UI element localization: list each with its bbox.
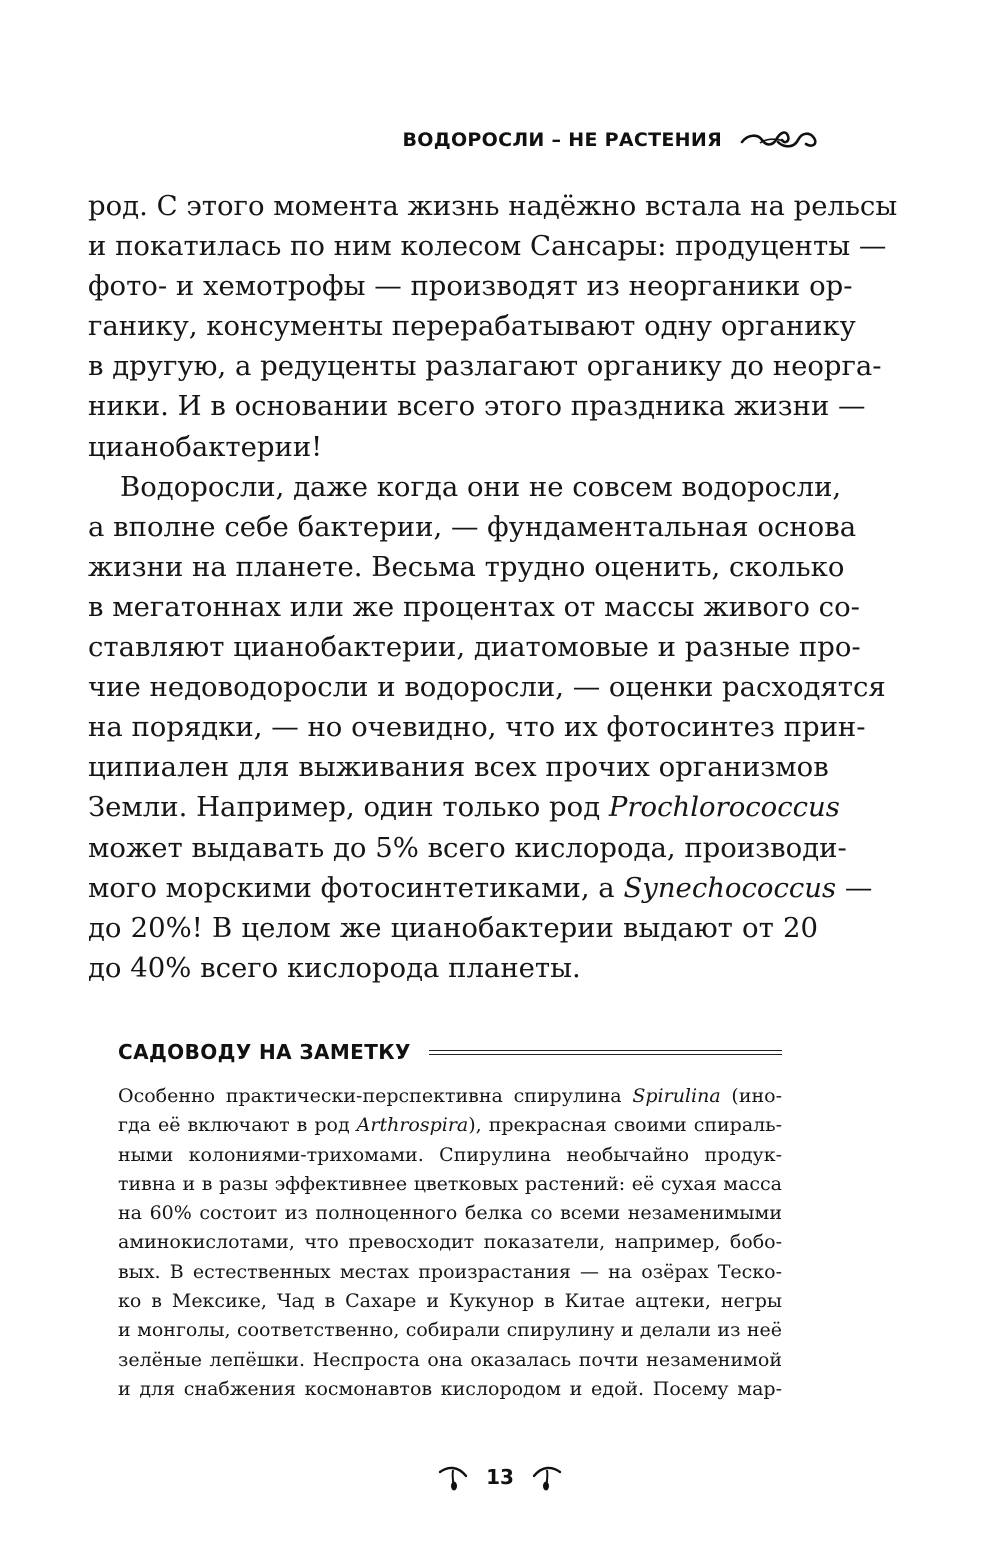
text-line: ко в Мексике, Чад в Сахаре и Кукунор в Китае ацтеки, негры (118, 1290, 782, 1313)
text-line: ными колониями-трихомами. Спирулина необычайно продук- (118, 1143, 782, 1166)
sidebar-heading (118, 1040, 782, 1064)
sprig-right-icon (528, 1462, 564, 1492)
text-line: и монголы, соответственно, собирали спирулину и делали из неё (118, 1319, 782, 1342)
text-line: ганику, консументы перерабатывают одну органику (88, 310, 856, 343)
text-line: тивна и в разы эффективнее цветковых растений: её сухая масса (118, 1172, 782, 1195)
text-line: зелёные лепёшки. Неспроста она оказалась почти незаменимой (118, 1348, 782, 1371)
text-line: в другую, а редуценты разлагают органику до неорга- (88, 350, 882, 383)
text-line: вых. В естественных местах произрастания — на озёрах Теско- (118, 1260, 782, 1283)
page-number: 13 (486, 1465, 514, 1489)
text-line: род. С этого момента жизнь надёжно встала на рельсы (88, 190, 898, 222)
running-header (403, 128, 820, 152)
running-header-title: ВОДОРОСЛИ – НЕ РАСТЕНИЯ (402, 129, 722, 151)
text-line: чие недоводоросли и водоросли, — оценки расходятся (88, 671, 886, 704)
text-line: аминокислотами, что превосходит показатели, например, бобо- (118, 1231, 782, 1254)
text-line: на порядки, — но очевидно, что их фотосинтез прин- (88, 711, 866, 744)
sidebar-title: САДОВОДУ НА ЗАМЕТКУ (118, 1040, 411, 1064)
text-line (88, 868, 873, 908)
text-line: цианобактерии! (88, 430, 323, 463)
text-line: может выдавать до 5% всего кислорода, производи- (88, 831, 847, 864)
text-line: ники. И в основании всего этого праздника жизни — (88, 390, 866, 423)
text-line: в мегатоннах или же процентах от массы живого со- (88, 590, 860, 623)
text-line (88, 787, 840, 827)
sidebar-note (118, 1082, 782, 1404)
text-line (118, 1082, 782, 1111)
genus-name: Arthrospira (356, 1114, 469, 1137)
text-run: Земли. Например, один только род (88, 791, 609, 824)
text-run: мого морскими фотосинтетиками, а (88, 871, 624, 904)
main-text (88, 186, 898, 988)
sidebar-paragraph (118, 1082, 782, 1404)
text-line: жизни на планете. Весьма трудно оценить, сколько (88, 550, 845, 583)
text-line: фото- и хемотрофы — производят из неорганики ор- (88, 270, 853, 303)
sprig-left-icon (436, 1462, 472, 1492)
text-line: до 20%! В целом же цианобактерии выдают от 20 (88, 911, 818, 944)
paragraph-2 (88, 467, 886, 988)
text-run: ), прекрасная своими спираль- (468, 1114, 782, 1137)
text-run: — (836, 871, 873, 904)
text-line: и покатилась по ним колесом Сансары: продуценты — (88, 230, 887, 263)
heading-rule (429, 1050, 782, 1055)
text-run: гда её включают в род (118, 1114, 357, 1137)
text-line: ципиален для выживания всех прочих организмов (88, 751, 829, 784)
text-line: на 60% состоит из полноценного белка со всеми незаменимыми (118, 1202, 782, 1225)
text-line: до 40% всего кислорода планеты. (88, 951, 581, 984)
text-line: ставляют цианобактерии, диатомовые и разные про- (88, 631, 861, 664)
flourish-ornament-icon (740, 128, 820, 152)
genus-name: Spirulina (632, 1085, 721, 1107)
genus-name: Prochlorococcus (608, 791, 840, 824)
text-line (118, 1111, 782, 1140)
text-line: Водоросли, даже когда они не совсем водоросли, (120, 470, 842, 503)
text-run: (ино- (720, 1085, 783, 1107)
genus-name: Synechococcus (623, 871, 837, 904)
paragraph-1 (88, 186, 898, 467)
text-line: и для снабжения космонавтов кислородом и едой. Посему мар- (118, 1377, 782, 1400)
text-line: а вполне себе бактерии, — фундаментальная основа (88, 510, 857, 543)
page-footer (0, 1462, 1000, 1492)
text-run: Особенно практически-перспективна спирулина (118, 1085, 633, 1107)
